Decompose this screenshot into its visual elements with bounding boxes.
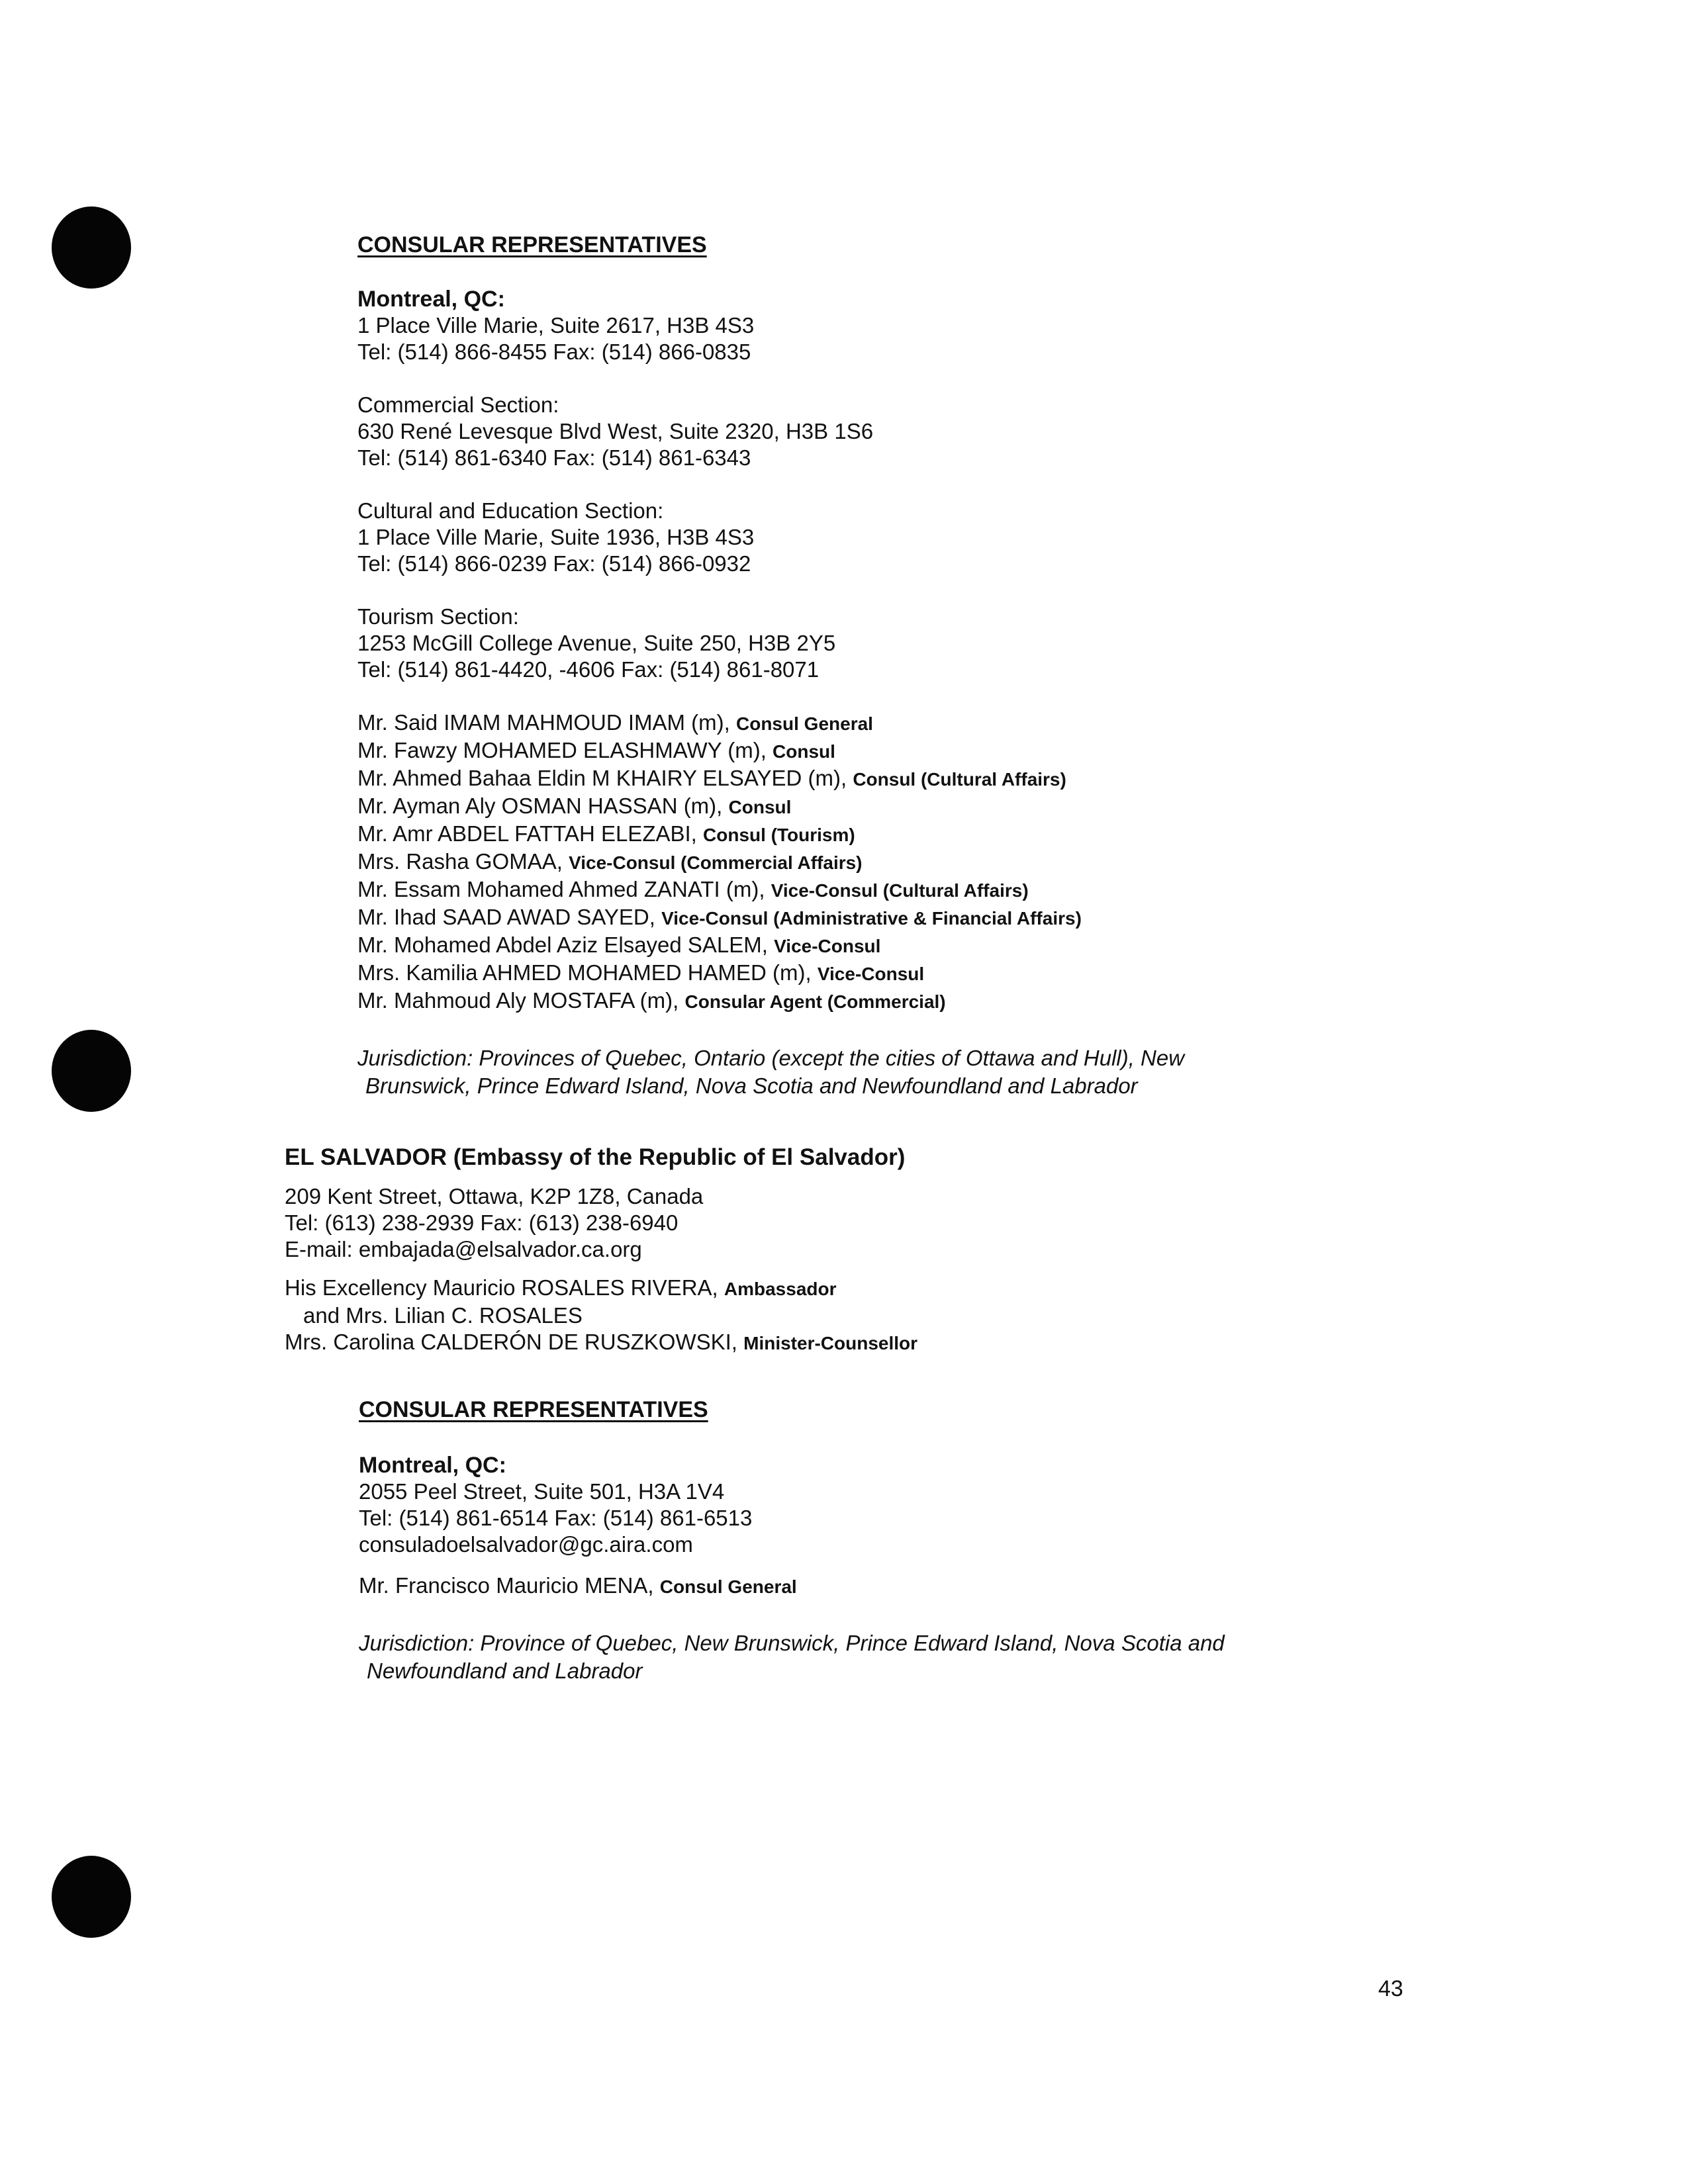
staff-title: Consul: [773, 741, 835, 762]
staff-name: Mr. Mohamed Abdel Aziz Elsayed SALEM,: [357, 933, 768, 957]
staff-title: Consul (Tourism): [703, 825, 855, 845]
staff-entry: [357, 904, 1184, 932]
staff-entry: [357, 709, 1184, 737]
staff-title: Vice-Consul (Administrative & Financial Affairs): [661, 908, 1082, 929]
el-salvador-section: [285, 1144, 917, 1357]
consulate-address: 1 Place Ville Marie, Suite 2617, H3B 4S3: [357, 313, 755, 338]
staff-entry: [357, 737, 1184, 765]
staff-name: Mr. Mahmoud Aly MOSTAFA (m),: [357, 988, 679, 1013]
consul-name: Mr. Francisco Mauricio MENA,: [359, 1573, 654, 1598]
consulate-email: consuladoelsalvador@gc.aira.com: [359, 1532, 693, 1557]
punch-hole-bottom: [52, 1856, 131, 1938]
staff-name: Mr. Ahmed Bahaa Eldin M KHAIRY ELSAYED (m),: [357, 766, 847, 790]
staff-name: Mr. Ayman Aly OSMAN HASSAN (m),: [357, 794, 723, 818]
ambassador-title: Ambassador: [724, 1279, 837, 1299]
section-name: Tourism Section:: [357, 604, 519, 629]
staff-entry: [285, 1275, 917, 1302]
el-salvador-consular-section: [359, 1396, 1225, 1685]
staff-name: Mr. Fawzy MOHAMED ELASHMAWY (m),: [357, 738, 767, 762]
staff-entry: [357, 960, 1184, 987]
staff-title: Vice-Consul: [817, 964, 925, 984]
consulate-city: Montreal, QC:: [357, 287, 505, 312]
consular-heading: CONSULAR REPRESENTATIVES: [359, 1397, 708, 1422]
staff-title: Vice-Consul (Commercial Affairs): [569, 852, 863, 873]
staff-name: Mrs. Kamilia AHMED MOHAMED HAMED (m),: [357, 960, 812, 985]
section-address: 630 René Levesque Blvd West, Suite 2320, H3B 1S6: [357, 419, 874, 443]
staff-title: Consul General: [736, 713, 873, 734]
staff-name: Mr. Amr ABDEL FATTAH ELEZABI,: [357, 821, 697, 846]
staff-name: Mr. Ihad SAAD AWAD SAYED,: [357, 905, 655, 929]
staff-entry: [357, 765, 1184, 793]
embassy-address: 209 Kent Street, Ottawa, K2P 1Z8, Canada: [285, 1184, 704, 1208]
section-name: Cultural and Education Section:: [357, 498, 664, 523]
counsellor-title: Minister-Counsellor: [743, 1333, 918, 1353]
staff-name: Mr. Essam Mohamed Ahmed ZANATI (m),: [357, 877, 765, 901]
section-address: 1253 McGill College Avenue, Suite 250, H3B 2Y5: [357, 631, 836, 655]
jurisdiction-line: Brunswick, Prince Edward Island, Nova Scotia and Newfoundland and Labrador: [365, 1073, 1138, 1098]
punch-hole-middle: [52, 1030, 131, 1112]
consulate-phone: Tel: (514) 861-6514 Fax: (514) 861-6513: [359, 1506, 753, 1530]
consulate-city: Montreal, QC:: [359, 1453, 506, 1478]
ambassador-name: His Excellency Mauricio ROSALES RIVERA,: [285, 1275, 718, 1300]
egypt-consular-section: [357, 232, 1184, 1100]
staff-title: Consular Agent (Commercial): [684, 991, 946, 1012]
staff-entry: [285, 1329, 917, 1357]
punch-hole-top: [52, 206, 131, 289]
section-name: Commercial Section:: [357, 392, 559, 417]
consulate-phone: Tel: (514) 866-8455 Fax: (514) 866-0835: [357, 340, 751, 364]
consular-heading: CONSULAR REPRESENTATIVES: [357, 232, 707, 257]
consul-title: Consul General: [659, 1576, 797, 1597]
staff-title: Consul: [728, 797, 792, 817]
staff-entry: [357, 821, 1184, 848]
staff-entry: [357, 987, 1184, 1015]
embassy-email: E-mail: embajada@elsalvador.ca.org: [285, 1237, 642, 1261]
country-heading: EL SALVADOR (Embassy of the Republic of El Salvador): [285, 1144, 906, 1170]
section-phone: Tel: (514) 861-6340 Fax: (514) 861-6343: [357, 445, 751, 470]
staff-list: [357, 709, 1184, 1015]
staff-entry: [357, 793, 1184, 821]
staff-entry: [357, 876, 1184, 904]
section-phone: Tel: (514) 866-0239 Fax: (514) 866-0932: [357, 551, 751, 576]
spouse-name: and Mrs. Lilian C. ROSALES: [303, 1303, 583, 1328]
jurisdiction-line: Jurisdiction: Provinces of Quebec, Ontario (except the cities of Ottawa and Hull), New: [357, 1046, 1185, 1070]
staff-title: Vice-Consul: [774, 936, 881, 956]
section-address: 1 Place Ville Marie, Suite 1936, H3B 4S3: [357, 525, 755, 549]
staff-title: Consul (Cultural Affairs): [853, 769, 1066, 790]
jurisdiction-line: Newfoundland and Labrador: [367, 1659, 643, 1683]
consulate-address: 2055 Peel Street, Suite 501, H3A 1V4: [359, 1479, 725, 1504]
counsellor-name: Mrs. Carolina CALDERÓN DE RUSZKOWSKI,: [285, 1330, 737, 1354]
jurisdiction-line: Jurisdiction: Province of Quebec, New Brunswick, Prince Edward Island, Nova Scotia and: [359, 1631, 1225, 1655]
staff-entry: [359, 1572, 1225, 1600]
section-phone: Tel: (514) 861-4420, -4606 Fax: (514) 861-8071: [357, 657, 820, 682]
staff-name: Mrs. Rasha GOMAA,: [357, 849, 563, 874]
staff-title: Vice-Consul (Cultural Affairs): [771, 880, 1029, 901]
embassy-phone: Tel: (613) 238-2939 Fax: (613) 238-6940: [285, 1210, 679, 1235]
staff-entry: [357, 932, 1184, 960]
staff-name: Mr. Said IMAM MAHMOUD IMAM (m),: [357, 710, 730, 735]
page-number: 43: [1378, 1976, 1403, 2001]
staff-entry: [357, 848, 1184, 876]
